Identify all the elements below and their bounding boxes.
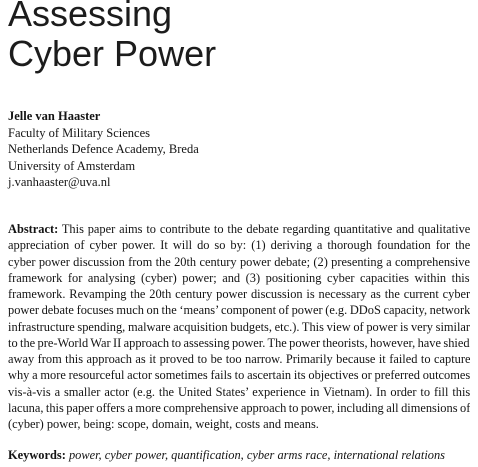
author-name: Jelle van Haaster <box>8 109 101 123</box>
abstract-line-1 <box>8 221 470 237</box>
keywords-label: Keywords: <box>8 448 66 462</box>
abstract-line-11: vis-à-vis a smaller actor (e.g. the United States’ experience in Vietnam). In order to fill this <box>8 384 470 399</box>
abstract-text: This paper aims to contribute to the debate regarding quantitative and qualitative <box>61 222 470 236</box>
abstract <box>8 221 470 432</box>
abstract-line-13: (cyber) power, being: scope, domain, weight, costs and means. <box>8 417 319 431</box>
paper-title <box>8 0 216 74</box>
abstract-line-2: appreciation of cyber power. It will do so by: (1) deriving a thorough foundation for the <box>8 238 470 253</box>
author-block <box>8 108 199 191</box>
abstract-line-9: away from this approach as it proved to be too narrow. Primarily because it failed to capture <box>8 352 470 366</box>
abstract-line-10: why a more resourceful actor sometimes fails to ascertain its objectives or preferred outcomes <box>8 368 470 383</box>
keywords-text: power, cyber power, quantification, cyber arms race, international relations <box>68 448 445 462</box>
author-institution: Netherlands Defence Academy, Breda <box>8 142 199 156</box>
abstract-line-3: cyber power discussion from the 20th century power debate; (2) presenting a comprehensive <box>8 254 470 269</box>
abstract-line-4: framework for analysing (cyber) power; and (3) positioning cyber capacities within this <box>8 270 470 285</box>
abstract-line-12: lacuna, this paper offers a more comprehensive approach to power, including all dimensions of <box>8 400 470 415</box>
keywords <box>8 447 470 463</box>
title-line-2: Cyber Power <box>8 33 217 74</box>
abstract-line-5: framework. Revamping the 20th century power discussion is necessary as the current cyber <box>8 287 470 301</box>
abstract-line-7: infrastructure spending, malware acquisition budgets, etc.). This view of power is very similar <box>8 319 470 334</box>
author-university: University of Amsterdam <box>8 158 136 173</box>
abstract-line-8: to the pre-World War II approach to assessing power. The power theorists, however, have shied <box>8 335 470 350</box>
abstract-line-6: power debate focuses much on the ‘means’ component of power (e.g. DDoS capacity, network <box>8 303 470 318</box>
author-faculty: Faculty of Military Sciences <box>8 125 150 140</box>
author-email: j.vanhaaster@uva.nl <box>8 175 111 189</box>
abstract-label: Abstract: <box>8 222 59 236</box>
title-line-1: Assessing <box>8 0 173 34</box>
